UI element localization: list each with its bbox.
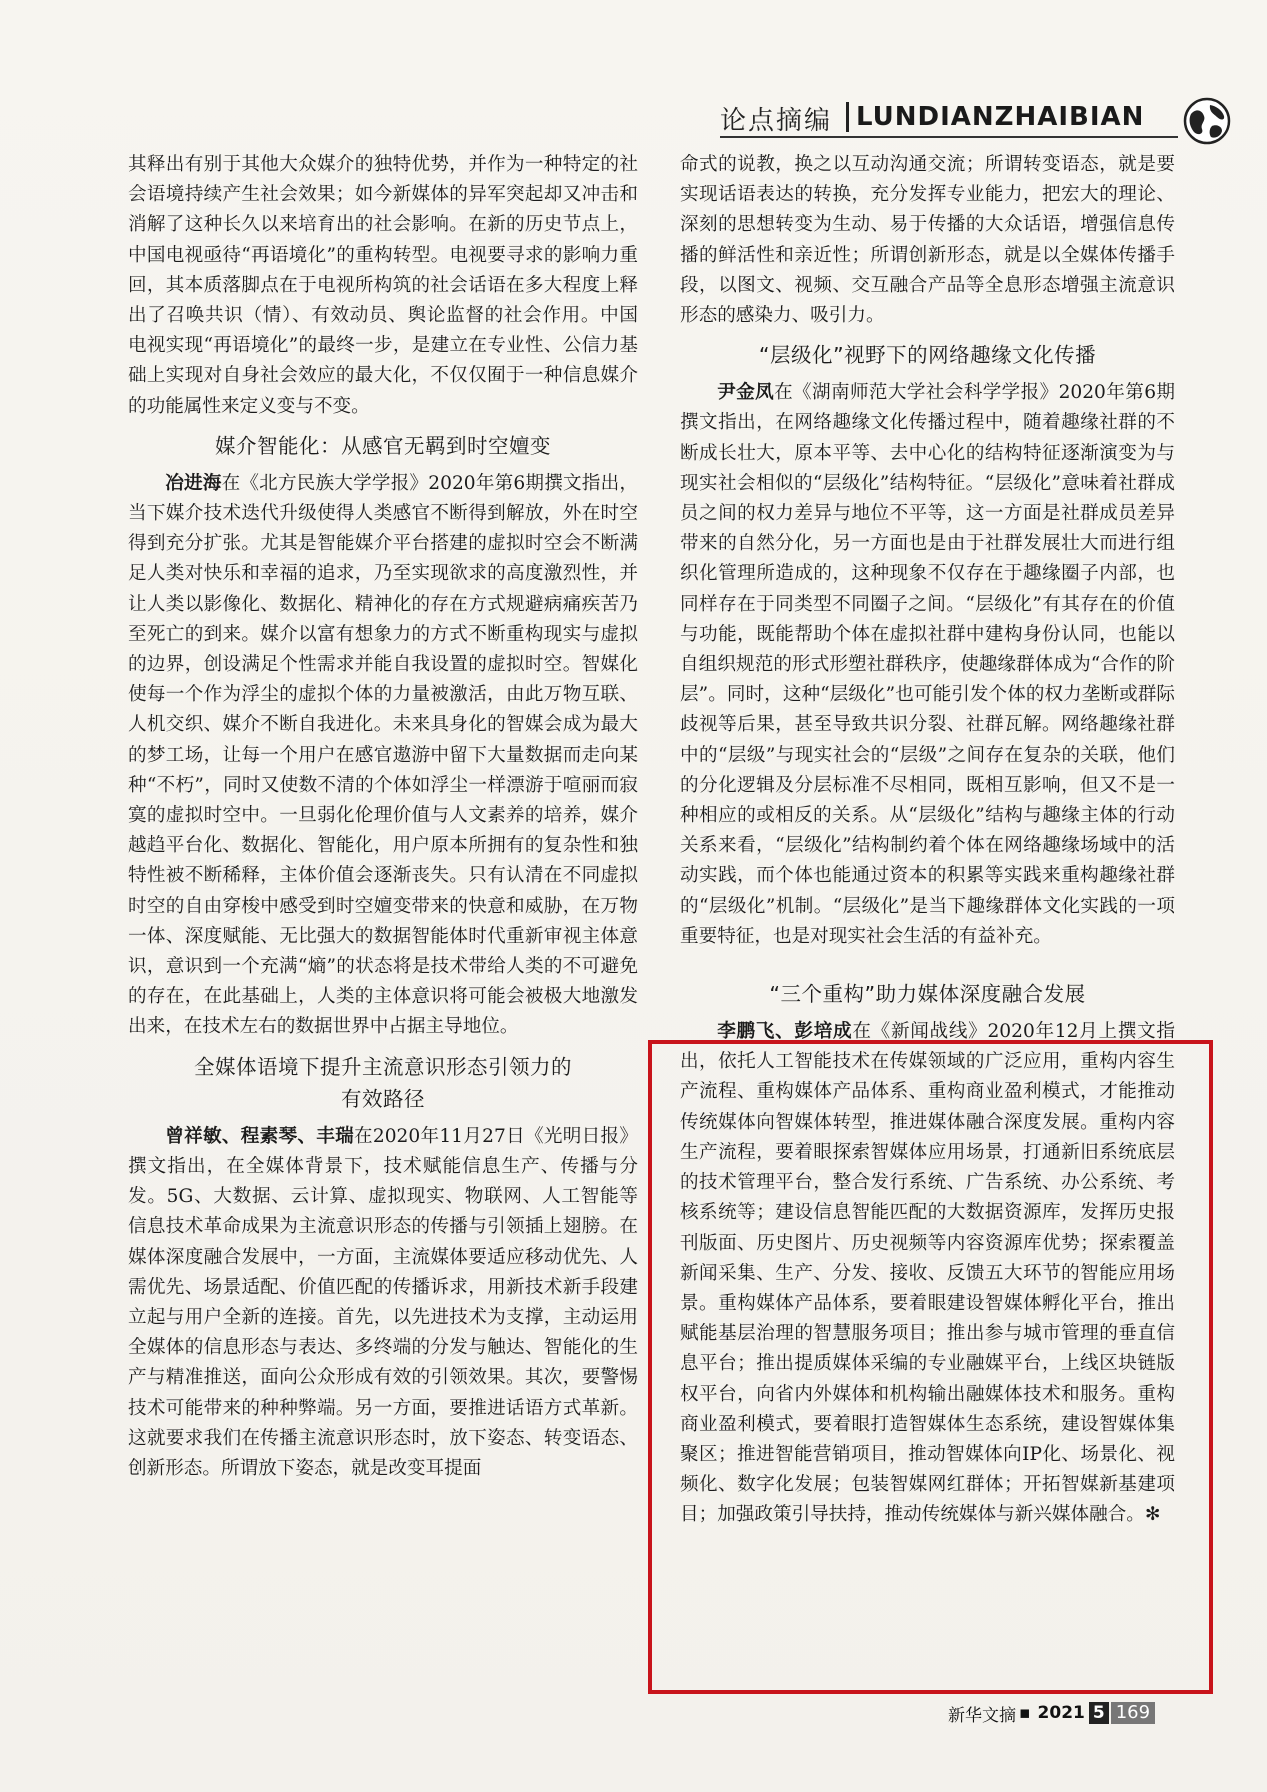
page-number: 169 (1111, 1702, 1155, 1724)
author-name: 李鹏飞、彭培成 (717, 1021, 853, 1043)
article-body: 在《湖南师范大学社会科学学报》2020年第6期撰文指出，在网络趣缘文化传播过程中，随着趣缘社群的不断成长壮大，原本平等、去中心化的结构特征逐渐演变为与现实社会相似的“层级化”结构特征。“层级化”意味着社群成员之间的权力差异与地位不平等，这一方面是社群成员差异带来的自然分化，另一方面也是由于社群发展壮大而进行组织化管理所造成的，这种现象不仅存在于趣缘圈子内部，也同样存在于同类型不同圈子之间。“层级化”有其存在的价值与功能，既能帮助个体在虚拟社群中建构身份认同，也能以自组织规范的形式形塑社群秩序，使趣缘群体成为“合作的阶层”。同时，这种“层级化”也可能引发个体的权力垄断或群际歧视等后果，甚至导致共识分裂、社群瓦解。网络趣缘社群中的“层级”与现实社会的“层级”之间存在复杂的关联，他们的分化逻辑及分层标准不尽相同，既相互影响，但又不是一种相应的或相反的关系。从“层级化”结构与趣缘主体的行动关系来看，“层级化”结构制约着个体在网络趣缘场域中的活动实践，而个体也能通过资本的积累等实践来重构趣缘社群的“层级化”机制。“层级化”是当下趣缘群体文化实践的一项重要特征，也是对现实社会生活的有益补充。 (680, 382, 1175, 947)
section-heading-three-reconstructions: “三个重构”助力媒体深度融合发展 (769, 982, 1086, 1007)
header-divider (846, 102, 849, 132)
heading-line-2: 有效路径 (341, 1086, 425, 1111)
highlight-box (648, 1040, 1213, 1694)
end-mark-icon: ✻ (1144, 1504, 1161, 1526)
section-heading-media-intelligence: 媒介智能化：从感官无羁到时空嬗变 (215, 433, 551, 458)
globe-icon (1182, 96, 1232, 146)
section-title-cn: 论点摘编 (720, 106, 833, 136)
left-column (128, 150, 638, 1484)
article-hierarchy (680, 378, 1175, 952)
article-mainstream-ideology (128, 1122, 638, 1484)
magazine-name: 新华文摘 (948, 1705, 1016, 1726)
heading-line-1: 全媒体语境下提升主流意识形态引领力的 (194, 1054, 572, 1079)
footer-issue: 5 (1089, 1702, 1109, 1724)
author-name: 尹金凤 (717, 382, 775, 404)
section-heading-hierarchy: “层级化”视野下的网络趣缘文化传播 (758, 343, 1097, 368)
article-body: 在《北方民族大学学报》2020年第6期撰文指出，当下媒介技术迭代升级使得人类感官不断得到解放，外在时空得到充分扩张。尤其是智能媒介平台搭建的虚拟时空会不断满足人类对快乐和幸福的追求，乃至实现欲求的高度激烈性，并让人类以影像化、数据化、精神化的存在方式规避病痛疾苦乃至死亡的到来。媒介以富有想象力的方式不断重构现实与虚拟的边界，创设满足个性需求并能自我设置的虚拟时空。智媒化使每一个作为浮尘的虚拟个体的力量被激活，由此万物互联、人机交织、媒介不断自我进化。未来具身化的智媒会成为最大的梦工场，让每一个用户在感官遨游中留下大量数据而走向某种“不朽”，同时又使数不清的个体如浮尘一样漂游于喧丽而寂寞的虚拟时空中。一旦弱化伦理价值与人文素养的培养，媒介越趋平台化、数据化、智能化，用户原本所拥有的复杂性和独特性被不断稀释，主体价值会逐渐丧失。只有认清在不同虚拟时空的自由穿梭中感受到时空嬗变带来的快意和威胁，在万物一体、深度赋能、无比强大的数据智能体时代重新审视主体意识，意识到一个充满“熵”的状态将是技术带给人类的不可避免的存在，在此基础上，人类的主体意识将可能会被极大地激发出来，在技术左右的数据世界中占据主导地位。 (128, 472, 638, 1038)
section-header (720, 96, 1235, 148)
footer-bullet: ▪ (1019, 1703, 1031, 1723)
article-body: 在2020年11月27日《光明日报》撰文指出，在全媒体背景下，技术赋能信息生产、传播与分发。5G、大数据、云计算、虚拟现实、物联网、人工智能等信息技术革命成果为主流意识形态的传播与引领插上翅膀。在媒体深度融合发展中，一方面，主流媒体要适应移动优先、人需优先、场景适配、价值匹配的传播诉求，用新技术新手段建立起与用户全新的连接。首先，以先进技术为支撑，主动运用全媒体的信息形态与表达、多终端的分发与触达、智能化的生产与精准推送，面向公众形成有效的引领效果。其次，要警惕技术可能带来的种种弊端。另一方面，要推进话语方式革新。这就要求我们在传播主流意识形态时，放下姿态、转变语态、创新形态。所谓放下姿态，就是改变耳提面 (128, 1125, 638, 1479)
footer-year: 2021 (1037, 1703, 1085, 1723)
author-name: 冶进海 (165, 472, 222, 494)
right-continued-paragraph: 命式的说教，换之以互动沟通交流；所谓转变语态，就是要实现话语表达的转换，充分发挥专业能力，把宏大的理论、深刻的思想转变为生动、易于传播的大众话语，增强信息传播的鲜活性和亲近性；所谓创新形态，就是以全媒体传播手段，以图文、视频、交互融合产品等全息形态增强主流意识形态的感染力、吸引力。 (680, 154, 1175, 327)
section-title-en: LUNDIANZHAIBIAN (856, 102, 1145, 132)
article-media-intelligence (128, 469, 638, 1043)
article-body: 在《新闻战线》2020年12月上撰文指出，依托人工智能技术在传媒领域的广泛应用，重构内容生产流程、重构媒体产品体系、重构商业盈利模式，才能推动传统媒体向智媒体转型，推进媒体融合深度发展。重构内容生产流程，要着眼探索智媒体应用场景，打通新旧系统底层的技术管理平台，整合发行系统、广告系统、办公系统、考核系统等；建设信息智能匹配的大数据资源库，发挥历史报刊版面、历史图片、历史视频等内容资源库优势；探索覆盖新闻采集、生产、分发、接收、反馈五大环节的智能应用场景。重构媒体产品体系，要着眼建设智媒体孵化平台，推出赋能基层治理的智慧服务项目；推出参与城市管理的垂直信息平台；推出提质媒体采编的专业融媒平台，上线区块链版权平台，向省内外媒体和机构输出融媒体技术和服务。重构商业盈利模式，要着眼打造智媒体生态系统，建设智媒体集聚区；推进智能营销项目，推动智媒体向IP化、场景化、视频化、数字化发展；包装智媒网红群体；开拓智媒新基建项目；加强政策引导扶持，推动传统媒体与新兴媒体融合。 (680, 1021, 1175, 1526)
page-footer (948, 1700, 1155, 1726)
section-heading-mainstream-ideology (128, 1051, 638, 1115)
header-rule (720, 136, 1178, 138)
left-continued-paragraph: 其释出有别于其他大众媒介的独特优势，并作为一种特定的社会语境持续产生社会效果；如今新媒体的异军突起却又冲击和消解了这种长久以来培育出的社会影响。在新的历史节点上，中国电视亟待“再语境化”的重构转型。电视要寻求的影响力重回，其本质落脚点在于电视所构筑的社会话语在多大程度上释出了召唤共识（情）、有效动员、舆论监督的社会作用。中国电视实现“再语境化”的最终一步，是建立在专业性、公信力基础上实现对自身社会效应的最大化，不仅仅囿于一种信息媒介的功能属性来定义变与不变。 (128, 154, 638, 417)
author-name: 曾祥敏、程素琴、丰瑞 (165, 1125, 354, 1147)
